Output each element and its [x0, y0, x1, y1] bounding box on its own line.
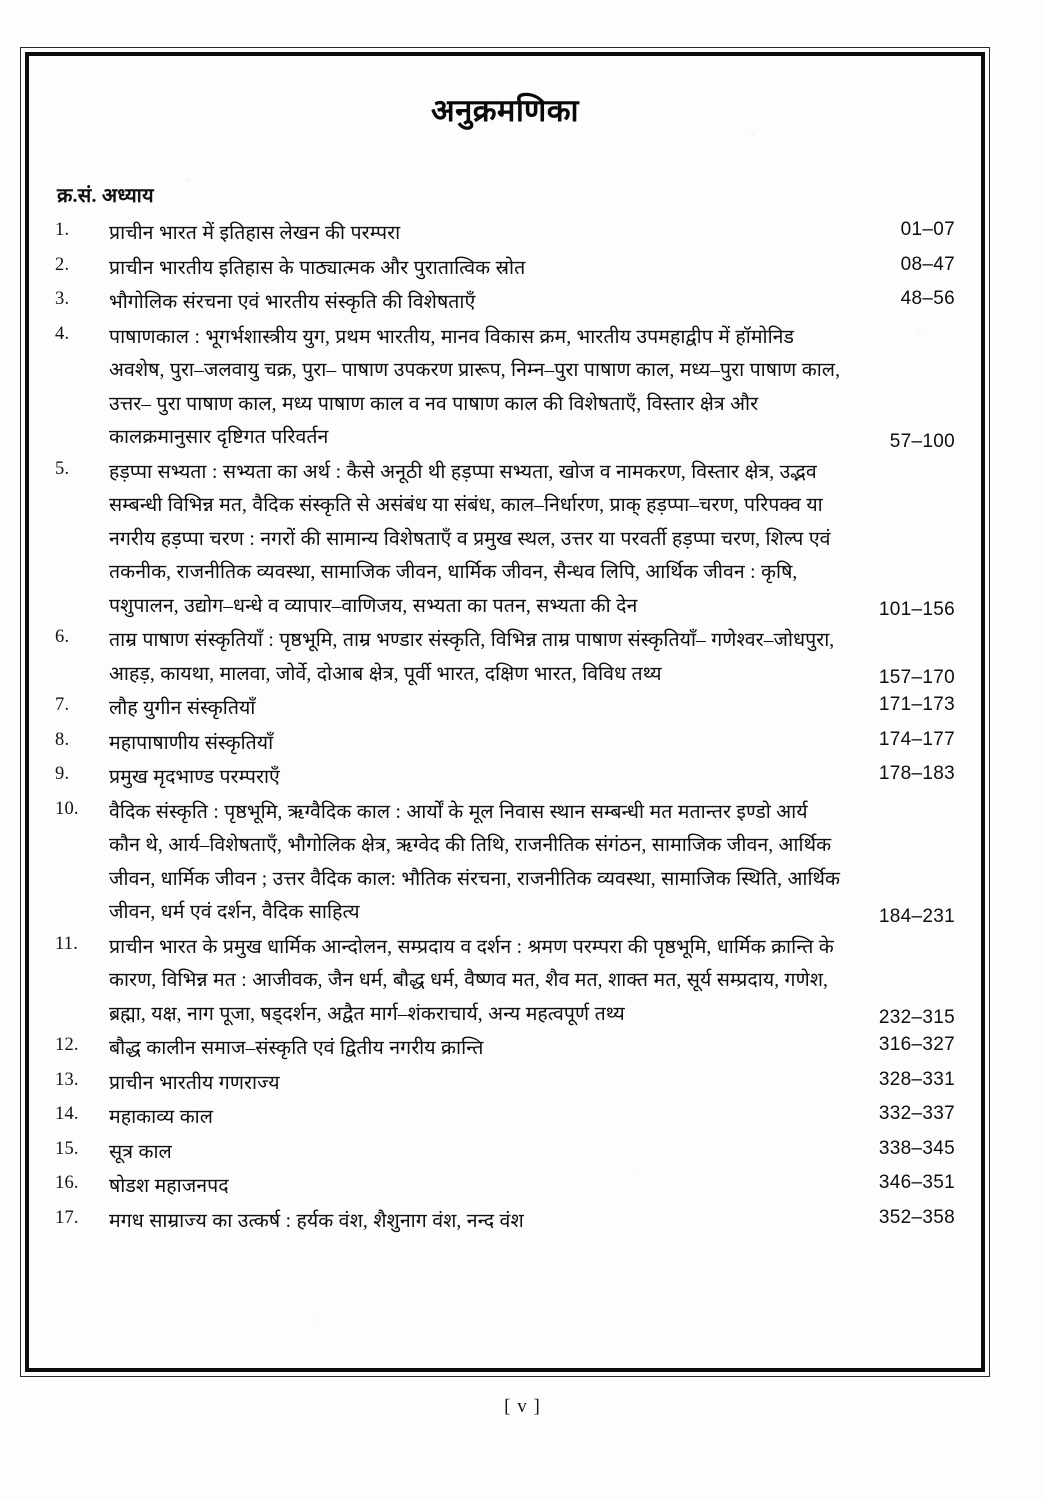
toc-entry-body — [109, 1170, 851, 1204]
toc-entry-body — [109, 1136, 851, 1170]
toc-entry-title: प्राचीन भारतीय गणराज्य — [109, 1072, 280, 1094]
toc-entry-number: 14. — [55, 1104, 79, 1125]
toc-entry[interactable] — [55, 931, 955, 1032]
toc-entry-pages: 171–173 — [878, 694, 955, 716]
toc-entry-title: वैदिक संस्कृति : पृष्ठभूमि, ऋग्वैदिक काल : आर्यों के मूल निवास स्थान सम्बन्धी मत मतान्तर इण्डो आर्य कौन थे, आर्य–विशेषताएँ, भौगोलिक क्षेत्र, ऋग्वेद की तिथि, राजनीतिक संगंठन, सामाजिक जीवन, आर्थिक जीवन, धार्मिक जीवन ; उत्तर वैदिक काल: भौतिक संरचना, राजनीतिक व्यवस्था, सामाजिक स्थिति, आर्थिक जीवन, धर्म एवं दर्शन, वैदिक साहित्य — [109, 801, 841, 924]
toc-entry-pages: 338–345 — [878, 1137, 955, 1159]
toc-entry[interactable] — [55, 1067, 955, 1101]
toc-entry-pages: 332–337 — [878, 1103, 955, 1125]
toc-entry-body — [109, 286, 851, 320]
toc-entry-body — [109, 1067, 851, 1101]
page-folio: [ v ] — [504, 1396, 541, 1417]
toc-entry[interactable] — [55, 1205, 955, 1239]
toc-entry-number: 1. — [55, 220, 70, 241]
toc-entry-body — [109, 456, 851, 624]
toc-entry-body — [109, 624, 851, 691]
toc-entry[interactable] — [55, 1101, 955, 1135]
toc-entry[interactable] — [55, 1032, 955, 1066]
toc-entry-title: सूत्र काल — [109, 1141, 172, 1163]
toc-entry-body — [109, 727, 851, 761]
toc-entry[interactable] — [55, 321, 955, 455]
toc-entry[interactable] — [55, 252, 955, 286]
toc-entry-number: 16. — [55, 1173, 79, 1194]
page-title: अनुक्रमणिका — [431, 93, 579, 128]
toc-entry-pages: 01–07 — [900, 219, 955, 241]
toc-entry[interactable] — [55, 1136, 955, 1170]
toc-entry-number: 11. — [55, 933, 79, 954]
toc-entry-title: महाकाव्य काल — [109, 1107, 214, 1129]
toc-entry-body — [109, 1205, 851, 1239]
toc-entry[interactable] — [55, 761, 955, 795]
toc-entry-number: 8. — [55, 729, 70, 750]
toc-entry-number: 13. — [55, 1069, 79, 1090]
toc-entry-pages: 08–47 — [900, 253, 955, 275]
toc-entry-number: 10. — [55, 798, 79, 819]
toc-entry-body — [109, 321, 851, 455]
toc-entry-body — [109, 1032, 851, 1066]
toc-entry-number: 6. — [55, 627, 70, 648]
toc-entry-body — [109, 252, 851, 286]
toc-entry-number: 12. — [55, 1035, 79, 1056]
toc-entry-pages: 157–170 — [878, 667, 955, 689]
toc-entry-pages: 178–183 — [878, 763, 955, 785]
toc-entry[interactable] — [55, 624, 955, 691]
toc-entry[interactable] — [55, 1170, 955, 1204]
toc-entry-number: 17. — [55, 1207, 79, 1228]
toc-entry-body — [109, 761, 851, 795]
toc-entry-number: 4. — [55, 323, 70, 344]
toc-entry-title: बौद्ध कालीन समाज–संस्कृति एवं द्वितीय नगरीय क्रान्ति — [109, 1038, 484, 1060]
toc-entry-number: 15. — [55, 1138, 79, 1159]
toc-entry-title: ताम्र पाषाण संस्कृतियाँ : पृष्ठभूमि, ताम्र भण्डार संस्कृति, विभिन्न ताम्र पाषाण संस्कृतियाँ– गणेश्वर–जोधपुरा, आहड़, कायथा, मालवा, जोर्वे, दोआब क्षेत्र, पूर्वी भारत, दक्षिण भारत, विविध तथ्य — [109, 630, 835, 685]
toc-entry-pages: 57–100 — [889, 430, 955, 452]
toc-entry-number: 7. — [55, 695, 70, 716]
toc-entry-body — [109, 796, 851, 930]
toc-entry-body — [109, 217, 851, 251]
toc-entry-title: महापाषाणीय संस्कृतियाँ — [109, 732, 274, 754]
toc-entry[interactable] — [55, 727, 955, 761]
toc-entry-number: 5. — [55, 458, 70, 479]
toc-entry-pages: 316–327 — [878, 1034, 955, 1056]
toc-entry-title: प्राचीन भारत के प्रमुख धार्मिक आन्दोलन, सम्प्रदाय व दर्शन : श्रमण परम्परा की पृष्ठभूमि, धार्मिक क्रान्ति के कारण, विभिन्न मत : आजीवक, जैन धर्म, बौद्ध धर्म, वैष्णव मत, शैव मत, शाक्त मत, सूर्य सम्प्रदाय, गणेश, ब्रह्मा, यक्ष, नाग पूजा, षड्दर्शन, अद्वैत मार्ग–शंकराचार्य, अन्य महत्वपूर्ण तथ्य — [109, 936, 834, 1025]
toc-entry-title: मगध साम्राज्य का उत्कर्ष : हर्यक वंश, शैशुनाग वंश, नन्द वंश — [109, 1210, 524, 1232]
toc-entry-pages: 232–315 — [878, 1007, 955, 1029]
toc-entry[interactable] — [55, 456, 955, 624]
toc-entry[interactable] — [55, 796, 955, 930]
toc-entry[interactable] — [55, 217, 955, 251]
toc-entry-body — [109, 931, 851, 1032]
toc-entry-pages: 346–351 — [878, 1172, 955, 1194]
toc-entry-pages: 184–231 — [878, 905, 955, 927]
toc-entry-pages: 352–358 — [878, 1206, 955, 1228]
toc-entry-pages: 48–56 — [900, 288, 955, 310]
toc-entry-title: हड़प्पा सभ्यता : सभ्यता का अर्थ : कैसे अनूठी थी हड़प्पा सभ्यता, खोज व नामकरण, विस्तार क्षेत्र, उद्भव सम्बन्धी विभिन्न मत, वैदिक संस्कृति से असंबंध या संबंध, काल–निर्धारण, प्राक् हड़प्पा–चरण, परिपक्व या नगरीय हड़प्पा चरण : नगरों की सामान्य विशेषताएँ व प्रमुख स्थल, उत्तर या परवर्ती हड़प्पा चरण, शिल्प एवं तकनीक, राजनीतिक व्यवस्था, सामाजिक जीवन, धार्मिक जीवन, सैन्धव लिपि, आर्थिक जीवन : कृषि, पशुपालन, उद्योग–धन्धे व व्यापार–वाणिजय, सभ्यता का पतन, सभ्यता की देन — [109, 461, 831, 617]
toc-entry-pages: 174–177 — [878, 728, 955, 750]
toc-entry-title: पाषाणकाल : भूगर्भशास्त्रीय युग, प्रथम भारतीय, मानव विकास क्रम, भारतीय उपमहाद्वीप में हॉमोनिड अवशेष, पुरा–जलवायु चक्र, पुरा– पाषाण उपकरण प्रारूप, निम्न–पुरा पाषाण काल, मध्य–पुरा पाषाण काल, उत्तर– पुरा पाषाण काल, मध्य पाषाण काल व नव पाषाण काल की विशेषताएँ, विस्तार क्षेत्र और कालक्रमानुसार दृष्टिगत परिवर्तन — [109, 326, 840, 449]
toc-entry[interactable] — [55, 286, 955, 320]
toc-entry-title: प्राचीन भारतीय इतिहास के पाठ्यात्मक और पुरातात्विक स्रोत — [109, 257, 526, 279]
toc-entry[interactable] — [55, 692, 955, 726]
toc-entry-number: 2. — [55, 254, 70, 275]
toc-column-header: क्र.सं. अध्याय — [57, 185, 154, 208]
toc-entry-number: 9. — [55, 764, 70, 785]
toc-entry-body — [109, 692, 851, 726]
toc-entry-title: भौगोलिक संरचना एवं भारतीय संस्कृति की विशेषताएँ — [109, 292, 476, 314]
toc-entry-title: प्राचीन भारत में इतिहास लेखन की परम्परा — [109, 223, 401, 245]
toc-entry-pages: 328–331 — [878, 1068, 955, 1090]
toc-entry-body — [109, 1101, 851, 1135]
toc-entry-title: प्रमुख मृदभाण्ड परम्पराएँ — [109, 767, 280, 789]
toc-entry-title: षोडश महाजनपद — [109, 1176, 229, 1198]
table-of-contents-list — [55, 217, 955, 1238]
toc-entry-pages: 101–156 — [878, 599, 955, 621]
page-content — [33, 60, 977, 1364]
toc-entry-title: लौह युगीन संस्कृतियाँ — [109, 698, 256, 720]
toc-entry-number: 3. — [55, 289, 70, 310]
